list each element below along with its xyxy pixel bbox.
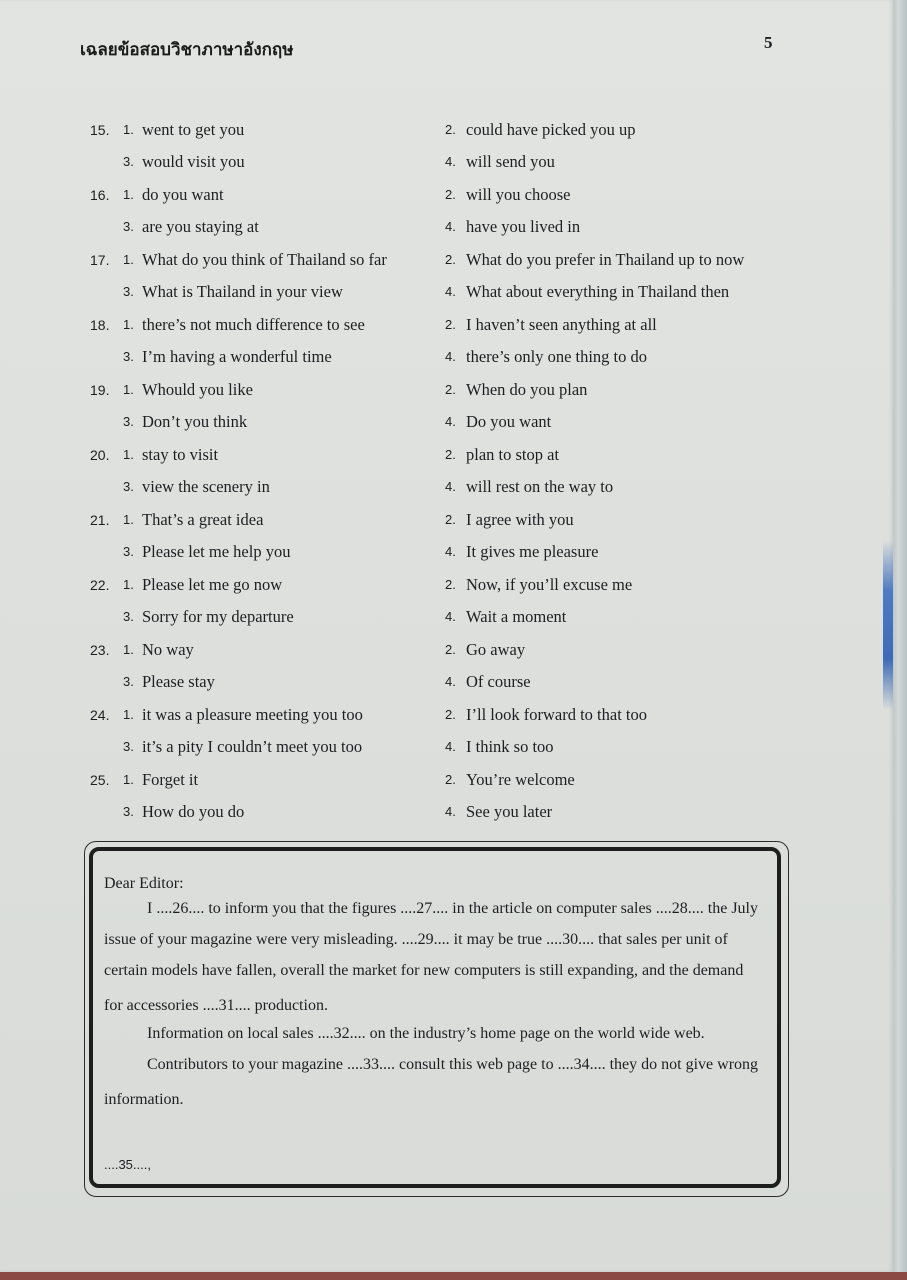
option-text: will you choose (466, 185, 571, 204)
option-text: stay to visit (142, 445, 219, 464)
option-text: Sorry for my departure (142, 606, 294, 626)
option-text: Now, if you’ll excuse me (466, 575, 633, 594)
option-number: 4. (445, 673, 456, 689)
question-number: 21. (90, 512, 110, 528)
option-number: 2. (445, 317, 456, 332)
option-text: went to get you (142, 120, 245, 139)
option-text: plan to stop at (466, 445, 560, 464)
option-number: 3. (123, 608, 134, 624)
option-number: 1. (123, 772, 134, 787)
question-number: 22. (90, 577, 110, 593)
option-number: 2. (445, 512, 456, 527)
letter-line-4: for accessories ....31.... production. (104, 997, 328, 1014)
question-row (0, 152, 893, 182)
question-row (0, 120, 893, 150)
option-number: 1. (123, 122, 134, 137)
question-row (0, 282, 893, 312)
question-row (0, 185, 893, 215)
option-text: You’re welcome (466, 770, 575, 789)
option-number: 2. (445, 252, 456, 267)
option-text: have you lived in (466, 216, 581, 236)
option-number: 2. (445, 772, 456, 787)
question-number: 17. (90, 252, 110, 268)
option-text: No way (142, 640, 194, 659)
header-title: เฉลยข้อสอบวิชาภาษาอังกฤษ (80, 40, 294, 60)
question-number: 15. (90, 122, 110, 138)
option-text: I’ll look forward to that too (466, 705, 648, 724)
option-number: 4. (445, 608, 456, 624)
option-number: 1. (123, 187, 134, 202)
option-number: 4. (445, 218, 456, 234)
question-row (0, 672, 893, 702)
option-text: Please let me go now (142, 575, 283, 594)
question-row (0, 770, 893, 800)
question-number: 23. (90, 642, 110, 658)
option-text: I think so too (466, 736, 554, 756)
letter-line-2: issue of your magazine were very misleading. ....29.... it may be true ....30.... that sales per unit of (104, 931, 728, 948)
question-row (0, 380, 893, 410)
option-text: I agree with you (466, 510, 574, 529)
option-number: 2. (445, 707, 456, 722)
option-text: How do you do (142, 801, 245, 821)
option-number: 3. (123, 673, 134, 689)
option-number: 1. (123, 252, 134, 267)
option-text: Of course (466, 671, 531, 691)
option-text: there’s not much difference to see (142, 315, 365, 334)
option-text: view the scenery in (142, 476, 270, 496)
option-text: it was a pleasure meeting you too (142, 705, 363, 724)
question-row (0, 510, 893, 540)
option-number: 3. (123, 738, 134, 754)
question-number: 18. (90, 317, 110, 333)
option-text: Go away (466, 640, 526, 659)
option-number: 4. (445, 348, 456, 364)
option-text: What about everything in Thailand then (466, 281, 730, 301)
option-text: See you later (466, 801, 553, 821)
letter-signature: ....35...., (104, 1157, 151, 1172)
option-number: 1. (123, 382, 134, 397)
question-row (0, 575, 893, 605)
option-text: would visit you (142, 151, 245, 171)
option-number: 2. (445, 642, 456, 657)
option-number: 1. (123, 317, 134, 332)
option-text: What do you prefer in Thailand up to now (466, 250, 745, 269)
option-text: Forget it (142, 770, 199, 789)
option-number: 4. (445, 153, 456, 169)
option-text: Whould you like (142, 380, 253, 399)
option-number: 2. (445, 577, 456, 592)
option-text: it’s a pity I couldn’t meet you too (142, 736, 363, 756)
letter-line-1: I ....26.... to inform you that the figures ....27.... in the article on computer sales ....28.... the July (147, 900, 758, 917)
question-row (0, 477, 893, 507)
option-number: 4. (445, 543, 456, 559)
option-number: 4. (445, 283, 456, 299)
option-number: 3. (123, 153, 134, 169)
option-number: 1. (123, 577, 134, 592)
option-number: 4. (445, 803, 456, 819)
letter-salutation: Dear Editor: (104, 875, 184, 892)
option-text: Don’t you think (142, 411, 248, 431)
question-row (0, 217, 893, 247)
question-number: 20. (90, 447, 110, 463)
question-row (0, 737, 893, 767)
question-number: 25. (90, 772, 110, 788)
option-text: will send you (466, 151, 555, 171)
option-text: Wait a moment (466, 606, 567, 626)
option-number: 1. (123, 447, 134, 462)
letter-line-6: Contributors to your magazine ....33.... consult this web page to ....34.... they do not give wrong (147, 1056, 759, 1073)
question-row (0, 705, 893, 735)
question-row (0, 250, 893, 280)
question-row (0, 802, 893, 832)
option-text: Do you want (466, 411, 552, 431)
option-text: That’s a great idea (142, 510, 264, 529)
option-text: It gives me pleasure (466, 541, 599, 561)
question-row (0, 607, 893, 637)
option-number: 3. (123, 803, 134, 819)
question-number: 24. (90, 707, 110, 723)
letter-line-3: certain models have fallen, overall the market for new computers is still expanding, and the demand (104, 962, 744, 979)
option-text: I’m having a wonderful time (142, 346, 332, 366)
option-text: I haven’t seen anything at all (466, 315, 657, 334)
question-row (0, 640, 893, 670)
option-text: Please stay (142, 671, 215, 691)
option-number: 1. (123, 512, 134, 527)
option-number: 3. (123, 218, 134, 234)
question-row (0, 347, 893, 377)
option-number: 1. (123, 707, 134, 722)
option-number: 3. (123, 413, 134, 429)
page-edge (893, 0, 907, 1280)
question-row (0, 315, 893, 345)
option-number: 3. (123, 543, 134, 559)
option-number: 4. (445, 413, 456, 429)
question-row (0, 412, 893, 442)
option-number: 3. (123, 283, 134, 299)
option-text: are you staying at (142, 216, 259, 236)
option-text: there’s only one thing to do (466, 346, 648, 366)
option-text: When do you plan (466, 380, 588, 399)
question-number: 16. (90, 187, 110, 203)
question-row (0, 542, 893, 572)
question-number: 19. (90, 382, 110, 398)
question-row (0, 445, 893, 475)
page-number: 5 (764, 33, 773, 52)
option-number: 2. (445, 447, 456, 462)
option-text: Please let me help you (142, 541, 291, 561)
option-number: 2. (445, 187, 456, 202)
option-text: could have picked you up (466, 120, 636, 139)
page-bottom-edge (0, 1272, 907, 1280)
letter-line-5: Information on local sales ....32.... on the industry’s home page on the world wide web. (147, 1025, 705, 1042)
option-text: do you want (142, 185, 224, 204)
option-number: 3. (123, 348, 134, 364)
option-number: 2. (445, 122, 456, 137)
letter-line-7: information. (104, 1091, 184, 1108)
option-text: will rest on the way to (466, 476, 614, 496)
letter-box (89, 847, 781, 1188)
option-text: What do you think of Thailand so far (142, 250, 387, 269)
option-number: 4. (445, 738, 456, 754)
option-number: 4. (445, 478, 456, 494)
option-number: 2. (445, 382, 456, 397)
option-text: What is Thailand in your view (142, 281, 343, 301)
option-number: 1. (123, 642, 134, 657)
option-number: 3. (123, 478, 134, 494)
